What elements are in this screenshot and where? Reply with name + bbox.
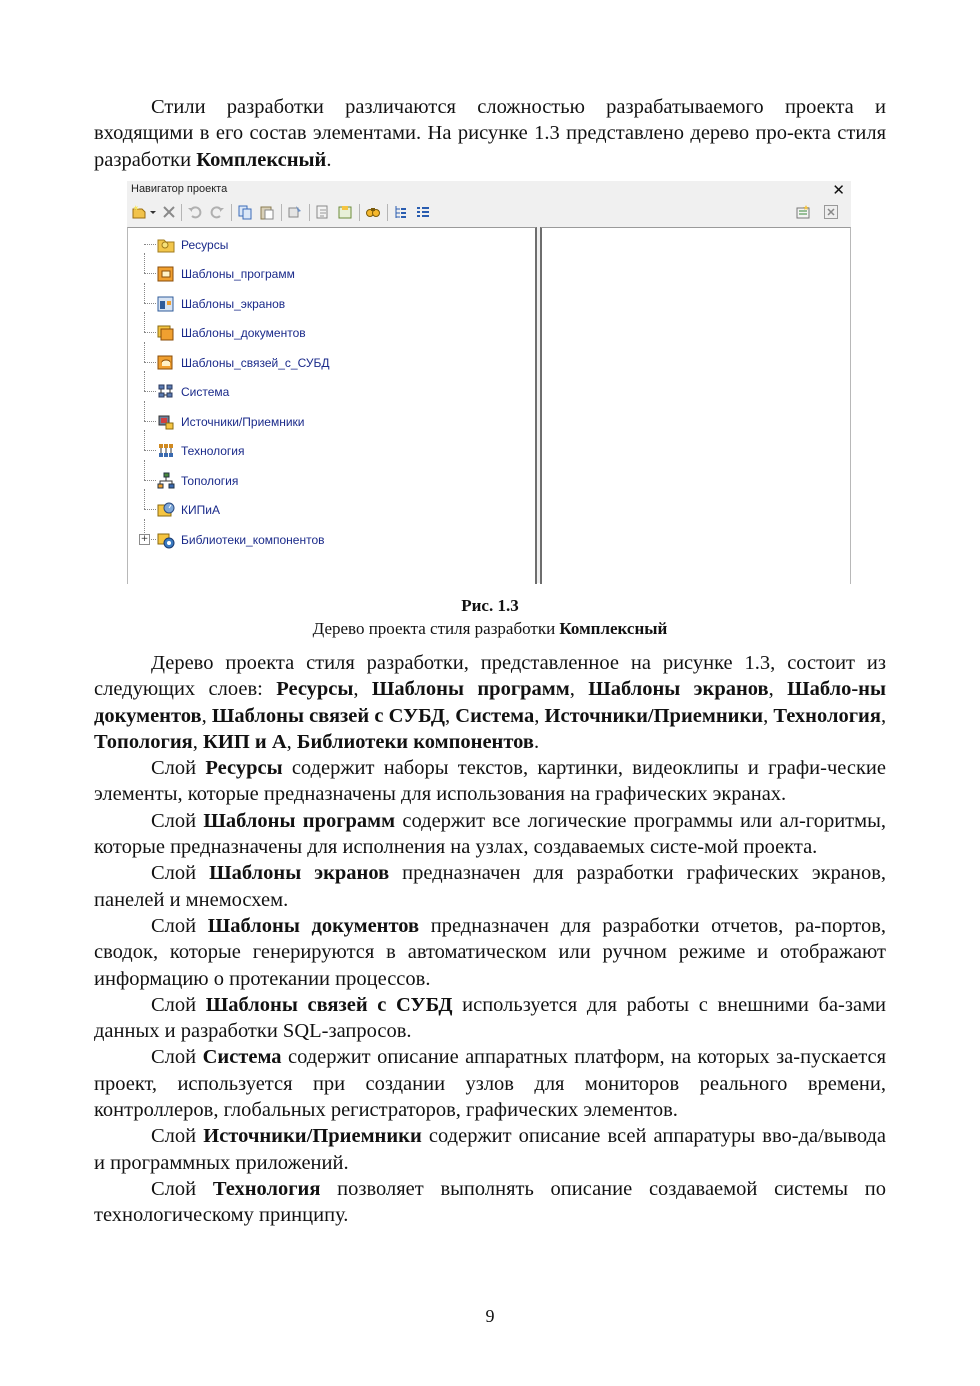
bold-term: Библиотеки компонентов	[296, 730, 534, 753]
bold-term: Технология	[212, 1177, 321, 1200]
paragraph-text: Слой	[151, 914, 208, 937]
intro-block	[94, 94, 886, 173]
paragraph-text: ,	[763, 704, 774, 727]
bold-term: Система	[455, 704, 535, 727]
body-paragraph-7	[94, 1044, 886, 1123]
project-tree	[127, 227, 537, 584]
document-templates-icon	[157, 324, 175, 342]
paragraph-text: ,	[569, 678, 589, 701]
body-paragraph-5	[94, 913, 886, 992]
project-navigator-window	[127, 181, 851, 583]
program-templates-icon	[157, 265, 175, 283]
bold-term: Система	[202, 1046, 282, 1069]
bold-term: Шаблоны документов	[207, 914, 420, 937]
bold-term: КИП и А	[203, 730, 287, 753]
find-icon[interactable]	[365, 204, 381, 220]
screen-templates-icon	[157, 295, 175, 313]
tree-item-label: Система	[181, 385, 230, 399]
copy-icon[interactable]	[237, 204, 253, 220]
paragraph-text: ,	[880, 704, 887, 727]
bold-term: Источники/Приемники	[544, 704, 764, 727]
properties-icon[interactable]	[287, 204, 303, 220]
redo-icon[interactable]	[209, 204, 225, 220]
paragraph-text: ,	[353, 678, 372, 701]
paragraph-text: Слой	[151, 862, 210, 885]
paragraph-text: предназначен для разработки графических экранов, панелей и мнемосхем.	[94, 862, 887, 911]
bold-term: Технология	[773, 704, 881, 727]
resources-folder-icon	[157, 236, 175, 254]
paragraph-text: позволяет выполнять описание создаваемой системы по технологическому принципу.	[94, 1177, 886, 1227]
paragraph-text: содержит наборы текстов, картинки, видеоклипы и графи-ческие элементы, которые предназначены для использования на графических экранах.	[94, 757, 886, 806]
paragraph-text: Слой	[151, 993, 206, 1016]
sources-receivers-icon	[157, 413, 175, 431]
intro-bold-style: Комплексный	[196, 148, 327, 171]
paragraph-text: содержит описание всей аппаратуры вво-да/вывода и программных приложений.	[94, 1125, 887, 1174]
dbms-templates-icon	[157, 354, 175, 372]
body-paragraph-4	[94, 860, 886, 913]
paragraph-text: содержит все логические программы или ал-горитмы, которые предназначены для исполнения на узлах, создаваемых систе-мой проекта.	[94, 809, 886, 859]
component-libraries-icon	[157, 531, 175, 549]
tree-item-label: Источники/Приемники	[181, 415, 305, 429]
body-paragraph-1	[94, 650, 886, 755]
intro-text: Стили разработки различаются сложностью разрабатываемого проекта и входящими в его состав элементами. На рисунке 1.3 представлено дерево про-екта стиля разработки	[94, 96, 886, 171]
paragraph-text: Дерево проекта стиля разработки, представленное на рисунке 1.3, состоит из следующих слоев:	[94, 652, 886, 701]
bold-term: Ресурсы	[276, 678, 354, 701]
import-icon[interactable]	[315, 204, 331, 220]
tree-item-label: Шаблоны_программ	[181, 267, 295, 281]
paragraph-text: ,	[445, 704, 456, 727]
body-paragraph-9	[94, 1176, 886, 1229]
kipia-icon	[157, 501, 175, 519]
bold-term: Шабло-ны документов	[94, 678, 886, 727]
body-paragraph-2	[94, 755, 886, 808]
tree-view-icon[interactable]	[393, 204, 409, 220]
paragraph-text: Слой	[151, 757, 206, 780]
page-number: 9	[485, 1306, 495, 1326]
tree-item-label: Шаблоны_документов	[181, 326, 306, 340]
paragraph-text: .	[533, 730, 540, 753]
undo-icon[interactable]	[187, 204, 203, 220]
bold-term: Ресурсы	[205, 757, 283, 780]
intro-text-end: .	[326, 148, 332, 171]
tree-item-label: Технология	[181, 444, 245, 458]
paragraph-text: ,	[768, 678, 788, 701]
paragraph-text: используется для работы с внешними ба-зами данных и разработки SQL-запросов.	[94, 993, 887, 1043]
paste-icon[interactable]	[259, 204, 275, 220]
paragraph-text: предназначен для разработки отчетов, ра-портов, сводок, которые генерируются в автоматическом или ручном режиме и отображают информацию о протекании процессов.	[94, 914, 887, 990]
tree-item-label: КИПиА	[181, 503, 220, 517]
tree-item-label: Библиотеки_компонентов	[181, 533, 325, 547]
paragraph-text: Слой	[151, 1046, 203, 1069]
paragraph-text: Слой	[151, 1177, 213, 1200]
bold-term: Источники/Приемники	[203, 1125, 422, 1148]
topology-icon	[157, 472, 175, 490]
figure-caption	[0, 619, 980, 639]
figure-number: Рис. 1.3	[461, 596, 519, 615]
export-icon[interactable]	[337, 204, 353, 220]
bold-term: Шаблоны экранов	[209, 862, 390, 885]
bold-term: Шаблоны программ	[371, 678, 570, 701]
new-window-icon[interactable]	[795, 204, 811, 220]
body-text	[94, 650, 886, 1229]
system-icon	[157, 383, 175, 401]
bold-term: Шаблоны программ	[203, 809, 396, 832]
caption-bold-style: Комплексный	[559, 619, 668, 638]
close-pane-icon[interactable]	[823, 204, 839, 220]
delete-icon[interactable]	[161, 204, 177, 220]
technology-icon	[157, 442, 175, 460]
bold-term: Шаблоны связей с СУБД	[205, 993, 453, 1016]
project-navigator-figure	[127, 181, 851, 583]
paragraph-text: ,	[192, 730, 204, 753]
body-paragraph-6	[94, 992, 886, 1045]
paragraph-text: ,	[534, 704, 545, 727]
bold-term: Шаблоны экранов	[588, 678, 769, 701]
close-icon[interactable]: ✕	[832, 182, 845, 199]
paragraph-text: Слой	[151, 1125, 204, 1148]
paragraph-text: содержит описание аппаратных платформ, на которых за-пускается проект, используется при создании узлов для мониторов реального времени, контроллеров, глобальных регистраторов, графических элементов.	[94, 1046, 887, 1122]
properties-pane	[540, 227, 851, 584]
list-view-icon[interactable]	[415, 204, 431, 220]
new-item-icon[interactable]	[131, 204, 147, 220]
paragraph-text: ,	[286, 730, 297, 753]
bold-term: Топология	[94, 730, 193, 753]
intro-paragraph	[94, 94, 886, 173]
navigator-title: Навигатор проекта	[131, 183, 228, 195]
body-paragraph-3	[94, 808, 886, 861]
dropdown-arrow-icon[interactable]	[149, 204, 157, 220]
tree-item-label: Топология	[181, 474, 239, 488]
paragraph-text: Слой	[151, 809, 204, 832]
bold-term: Шаблоны связей с СУБД	[211, 704, 446, 727]
expand-toggle-icon[interactable]: +	[140, 534, 149, 544]
tree-item-label: Шаблоны_связей_с_СУБД	[181, 356, 330, 370]
tree-item-label: Шаблоны_экранов	[181, 297, 286, 311]
body-paragraph-8	[94, 1123, 886, 1176]
tree-item-label: Ресурсы	[181, 238, 229, 252]
navigator-toolbar	[129, 201, 849, 223]
caption-text: Дерево проекта стиля разработки	[312, 619, 560, 638]
paragraph-text: ,	[201, 704, 212, 727]
